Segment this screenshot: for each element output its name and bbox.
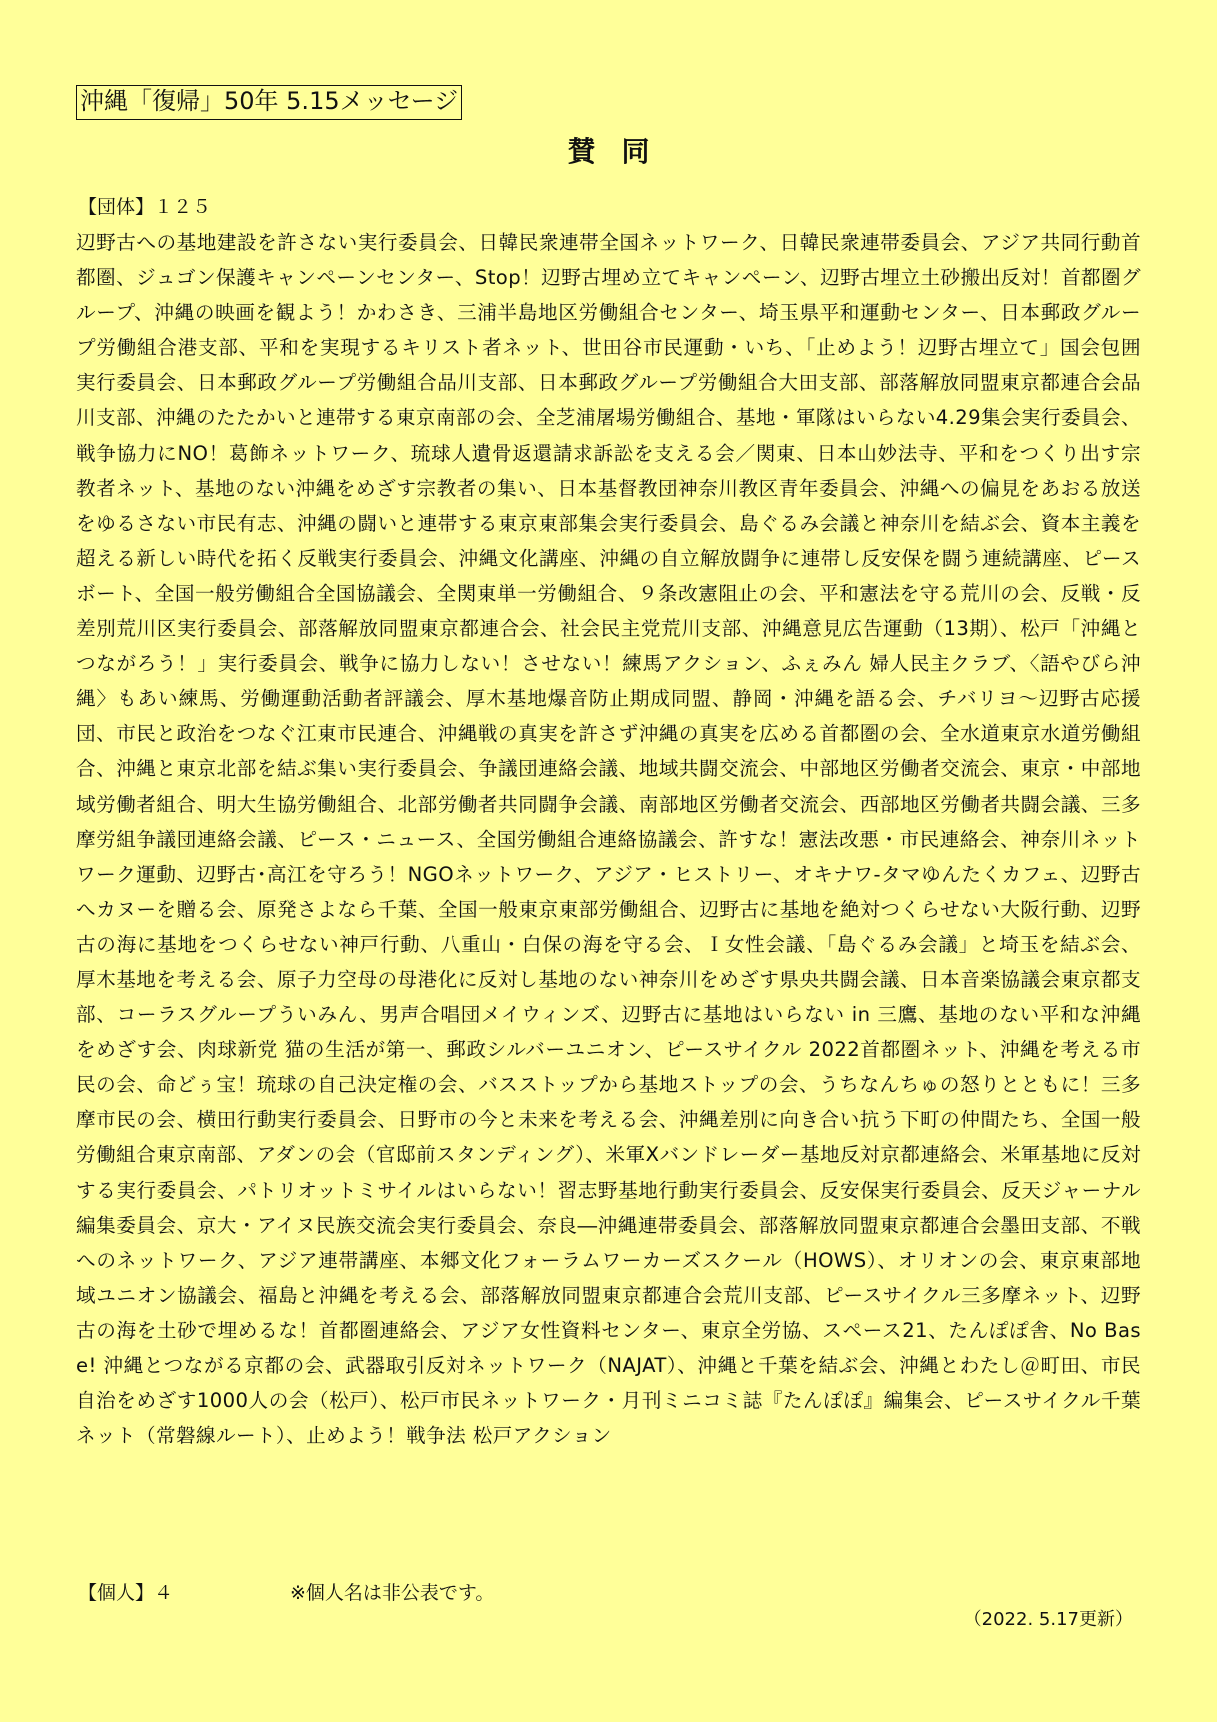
organizations-label: 【団体】１２５ — [78, 196, 212, 218]
updated-date: （2022. 5.17更新） — [963, 1609, 1133, 1630]
individuals-note: ※個人名は非公表です。 — [290, 1582, 495, 1604]
individuals-label: 【個人】４ — [78, 1582, 174, 1604]
document-title: 沖縄「復帰」50年 5.15メッセージ — [76, 85, 462, 120]
organizations-list: 辺野古への基地建設を許さない実行委員会、日韓民衆連帯全国ネットワーク、日韓民衆連帯委員会、アジア共同行動首都圏、ジュゴン保護キャンペーンセンター、Stop！辺野古埋め立てキャンペーン、辺野古埋立土砂搬出反対！首都圏グループ、沖縄の映画を観よう！かわさき、三浦半島地区労働組合センター、埼玉県平和運動センター、日本郵政グループ労働組合港支部、平和を実現するキリスト者ネット、世田谷市民運動・いち、「止めよう！辺野古埋立て」国会包囲実行委員会、日本郵政グループ労働組合品川支部、日本郵政グループ労働組合大田支部、部落解放同盟東京都連合会品川支部、沖縄のたたかいと連帯する東京南部の会、全芝浦屠場労働組合、基地・軍隊はいらない4.29集会実行委員会、戦争協力にNO！葛飾ネットワーク、琉球人遺骨返還請求訴訟を支える会／関東、日本山妙法寺、平和をつくり出す宗教者ネット、基地のない沖縄をめざす宗教者の集い、日本基督教団神奈川教区青年委員会、沖縄への偏見をあおる放送をゆるさない市民有志、沖縄の闘いと連帯する東京東部集会実行委員会、島ぐるみ会議と神奈川を結ぶ会、資本主義を超える新しい時代を拓く反戦実行委員会、沖縄文化講座、沖縄の自立解放闘争に連帯し反安保を闘う連続講座、ピースボート、全国一般労働組合全国協議会、全関東単一労働組合、９条改憲阻止の会、平和憲法を守る荒川の会、反戦・反差別荒川区実行委員会、部落解放同盟東京都連合会、社会民主党荒川支部、沖縄意見広告運動（13期）、松戸「沖縄とつながろう！」実行委員会、戦争に協力しない！させない！練馬アクション、ふぇみん 婦人民主クラブ、〈語やびら沖縄〉もあい練馬、労働運動活動者評議会、厚木基地爆音防止期成同盟、静岡・沖縄を語る会、チバリヨ～辺野古応援団、市民と政治をつなぐ江東市民連合、沖縄戦の真実を許さず沖縄の真実を広める首都圏の会、全水道東京水道労働組合、沖縄と東京北部を結ぶ集い実行委員会、争議団連絡会議、地域共闘交流会、中部地区労働者交流会、東京・中部地域労働者組合、明大生協労働組合、北部労働者共同闘争会議、南部地区労働者交流会、西部地区労働者共闘会議、三多摩労組争議団連絡会議、ピース・ニュース、全国労働組合連絡協議会、許すな！憲法改悪・市民連絡会、神奈川ネットワーク運動、辺野古･高江を守ろう！NGOネットワーク、アジア・ヒストリー、オキナワ-タマゆんたくカフェ、辺野古へカヌーを贈る会、原発さよなら千葉、全国一般東京東部労働組合、辺野古に基地を絶対つくらせない大阪行動、辺野古の海に基地をつくらせない神戸行動、八重山・白保の海を守る会、Ｉ女性会議、「島ぐるみ会議」と埼玉を結ぶ会、厚木基地を考える会、原子力空母の母港化に反対し基地のない神奈川をめざす県央共闘会議、日本音楽協議会東京都支部、コーラスグループういみん、男声合唱団メイウィンズ、辺野古に基地はいらない in 三鷹、基地のない平和な沖縄をめざす会、肉球新党 猫の生活が第一、郵政シルバーユニオン、ピースサイクル 2022首都圏ネット、沖縄を考える市民の会、命どぅ宝！琉球の自己決定権の会、バスストップから基地ストップの会、うちなんちゅの怒りとともに！三多摩市民の会、横田行動実行委員会、日野市の今と未来を考える会、沖縄差別に向き合い抗う下町の仲間たち、全国一般労働組合東京南部、アダンの会（官邸前スタンディング）、米軍Xバンドレーダー基地反対京都連絡会、米軍基地に反対する実行委員会、パトリオットミサイルはいらない！習志野基地行動実行委員会、反安保実行委員会、反天ジャーナル編集委員会、京大・アイヌ民族交流会実行委員会、奈良―沖縄連帯委員会、部落解放同盟東京都連合会墨田支部、不戦へのネットワーク、アジア連帯講座、本郷文化フォーラムワーカーズスクール（HOWS）、オリオンの会、東京東部地域ユニオン協議会、福島と沖縄を考える会、部落解放同盟東京都連合会荒川支部、ピースサイクル三多摩ネット、辺野古の海を土砂で埋めるな！首都圏連絡会、アジア女性資料センター、東京全労協、スペース21、たんぽぽ舎、No Base! 沖縄とつながる京都の会、武器取引反対ネットワーク（NAJAT）、沖縄と千葉を結ぶ会、沖縄とわたし＠町田、市民自治をめざす1000人の会（松戸）、松戸市民ネットワーク・月刊ミニコミ誌『たんぽぽ』編集会、ピースサイクル千葉ネット（常磐線ルート）、止めよう！戦争法 松戸アクション — [76, 231, 1141, 1448]
page-heading: 賛同 — [567, 135, 676, 168]
